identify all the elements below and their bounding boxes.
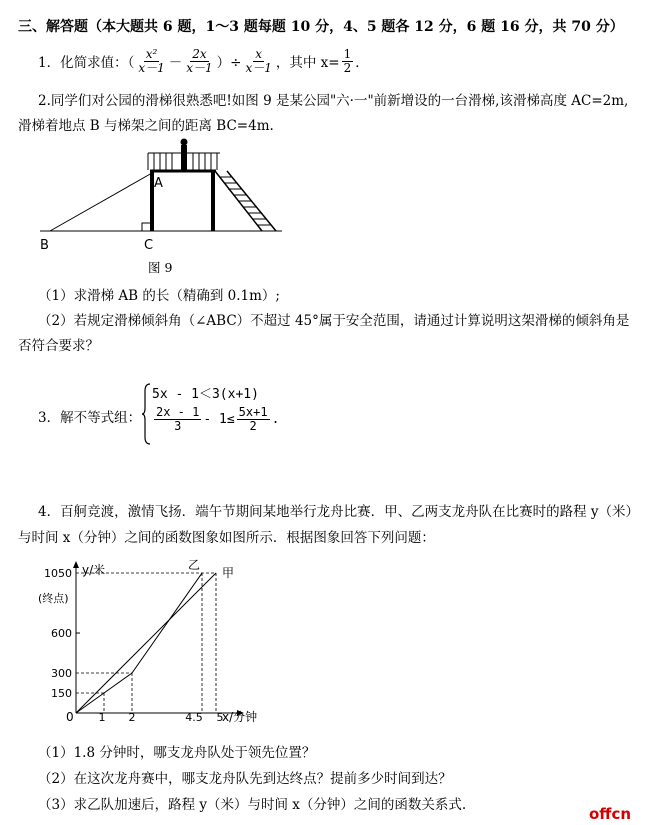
figure-9-caption: 图 9 — [148, 260, 173, 275]
x-tick-label: 2 — [128, 711, 136, 724]
q1-fraction-2: $\frac{2x}{x-1}$ — [186, 46, 213, 75]
point-label-a: A — [154, 176, 163, 191]
point-label-b: B — [40, 238, 49, 253]
q4-sub-1: （1）1.8 分钟时，哪支龙舟队处于领先位置？ — [38, 745, 316, 761]
system-brace — [142, 383, 152, 445]
y-tick-note: (终点) — [38, 592, 69, 605]
y-tick-label: 150 — [51, 687, 72, 701]
q1-end: ． — [355, 55, 369, 71]
origin-label: 0 — [66, 710, 74, 724]
q3-fraction-2: $\frac{5x+1}{2}$ — [238, 405, 268, 433]
q2-sub-1: （1）求滑梯 AB 的长（精确到 0.1m）; — [38, 288, 280, 304]
q2-sub-2-line-2: 否符合要求？ — [18, 338, 99, 354]
q1-divide: ）÷ — [216, 55, 242, 71]
q4-line-1: 4．百舸竞渡，激情飞扬．端午节期间某地举行龙舟比赛．甲、乙两支龙舟队在比赛时的路程 y（米） — [38, 504, 640, 520]
slide-figure — [30, 136, 290, 276]
series-line-jia — [76, 573, 216, 713]
x-tick-label: 1 — [98, 711, 106, 724]
q2-line-1: 2.同学们对公园的滑梯很熟悉吧!如图 9 是某公园"六·一"前新增设的一台滑梯,该滑梯高度 AC=2m, — [38, 93, 629, 109]
q1-fraction-4: $\frac{1}{2}$ — [343, 46, 352, 75]
q3-inequality-2 — [152, 406, 279, 433]
q1-fraction-3: $\frac{x}{x-1}$ — [245, 46, 272, 75]
y-axis-label: y/米 — [82, 563, 106, 577]
x-tick-label: 4.5 — [185, 711, 203, 724]
q3-fraction-1: $\frac{2x - 1}{3}$ — [156, 405, 200, 433]
q1-where: ，其中 x= — [275, 55, 340, 71]
y-tick-label: 1050 — [44, 567, 72, 581]
x-tick-label: 5 — [216, 711, 224, 724]
question-1 — [38, 42, 369, 80]
watermark-logo: offcn — [589, 805, 632, 823]
race-chart — [36, 558, 276, 730]
series-label: 乙 — [188, 558, 201, 573]
q1-minus: － — [168, 55, 183, 71]
y-tick-label: 600 — [51, 627, 72, 641]
q2-line-2: 滑梯着地点 B 与梯架之间的距离 BC=4m. — [18, 118, 274, 134]
section-title: 三、解答题（本大题共 6 题，1～3 题每题 10 分，4、5 题各 12 分，6 题 16 分，共 70 分） — [18, 19, 624, 35]
q2-sub-2-line-1: （2）若规定滑梯倾斜角（∠ABC）不超过 45°属于安全范围，请通过计算说明这架滑梯的倾斜角是 — [38, 313, 630, 329]
q3-end: . — [271, 412, 280, 427]
q1-fraction-1: $\frac{\text{x²}}{x-1}$ — [138, 46, 165, 75]
y-tick-label: 300 — [51, 667, 72, 681]
q3-inequality-1: 5x - 1＜3(x+1) — [152, 387, 259, 402]
q4-line-2: 与时间 x（分钟）之间的函数图象如图所示．根据图象回答下列问题： — [18, 530, 435, 546]
series-label: 甲 — [222, 566, 235, 581]
series-line-yi — [76, 573, 202, 713]
point-label-c: C — [144, 238, 154, 253]
q3-prefix: 3．解不等式组： — [38, 410, 142, 426]
x-axis-label: x/分钟 — [222, 710, 258, 724]
q1-prefix: 1．化简求值：（ — [38, 55, 135, 71]
q4-sub-3: （3）求乙队加速后，路程 y（米）与时间 x（分钟）之间的函数关系式. — [38, 797, 467, 813]
q3-mid: - 1≤ — [203, 412, 235, 427]
q4-sub-2: （2）在这次龙舟赛中，哪支龙舟队先到达终点？提前多少时间到达？ — [38, 771, 452, 787]
